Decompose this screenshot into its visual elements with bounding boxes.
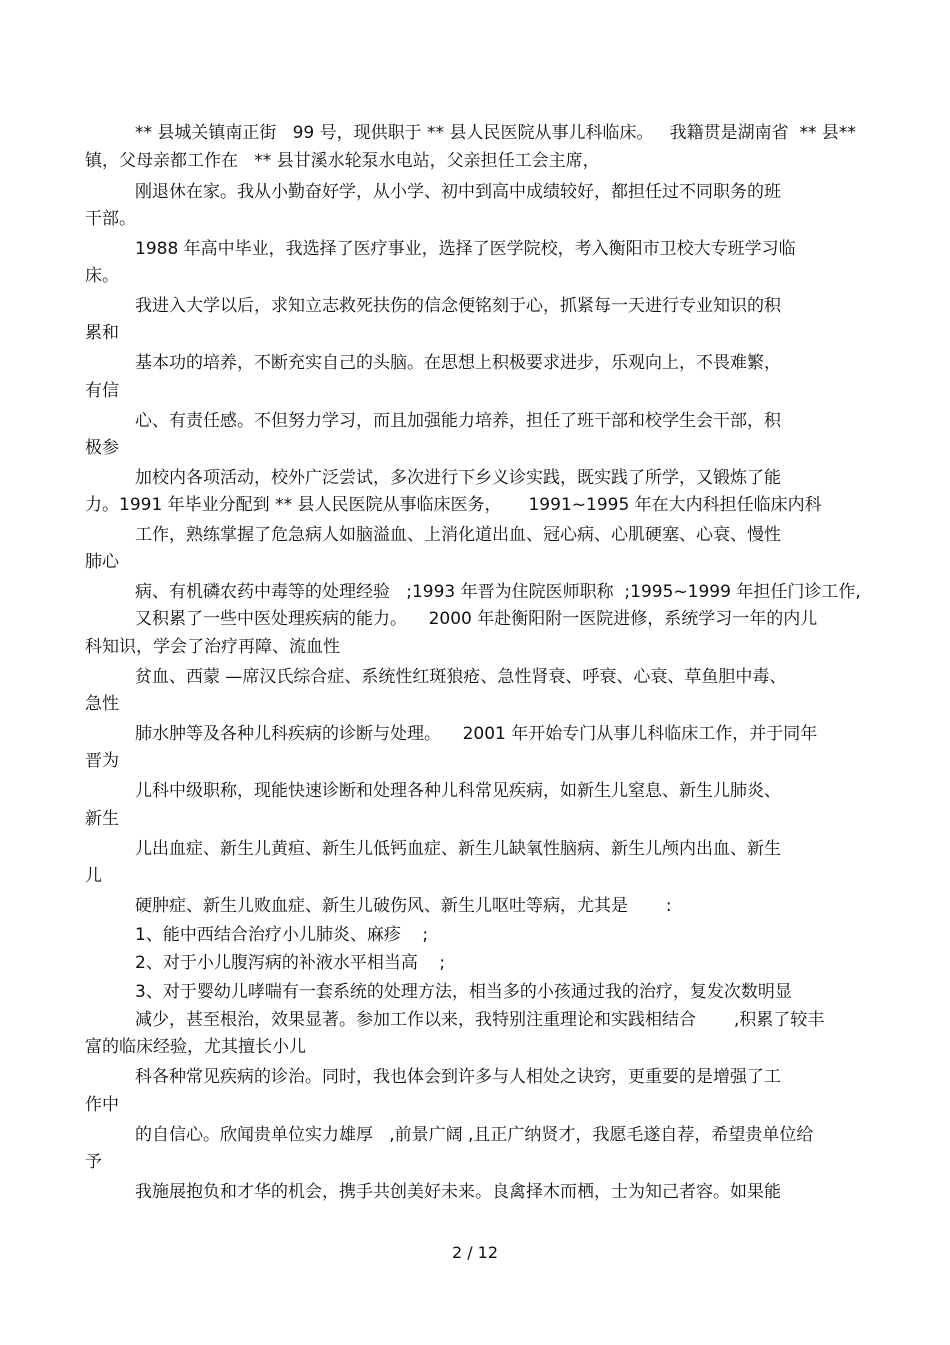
text-line: 儿	[85, 866, 102, 886]
text-line: 富的临床经验，尤其擅长小儿	[85, 1037, 306, 1057]
text-line: 有信	[85, 381, 119, 401]
text-line: 力。1991 年毕业分配到 ** 县人民医院从事临床医务， 1991~1995 年在大内科担任临床内科	[85, 495, 822, 515]
text-line: 作中	[85, 1095, 119, 1115]
text-line: 我进入大学以后，求知立志救死扶伤的信念便铭刻于心，抓紧每一天进行专业知识的积	[135, 296, 781, 316]
text-line: 的自信心。欣闻贵单位实力雄厚 ,前景广阔 ,且正广纳贤才，我愿毛遂自荐，希望贵单位给	[135, 1125, 814, 1145]
text-line: 晋为	[85, 751, 119, 771]
page-number: 2 / 12	[451, 1243, 499, 1262]
text-line: 又积累了一些中医处理疾病的能力。 2000 年赴衡阳附一医院进修，系统学习一年的内儿	[135, 609, 818, 629]
text-line: 1988 年高中毕业，我选择了医疗事业，选择了医学院校，考入衡阳市卫校大专班学习临	[135, 239, 796, 259]
text-line: 基本功的培养，不断充实自己的头脑。在思想上积极要求进步，乐观向上，不畏难繁，	[135, 353, 781, 373]
text-line: 硬肿症、新生儿败血症、新生儿破伤风、新生儿呕吐等病，尤其是 :	[135, 896, 672, 916]
text-line: 病、有机磷农药中毒等的处理经验 ;1993 年晋为住院医师职称 ;1995~1999 年担任门诊工作,	[135, 582, 861, 602]
list-item: 2、对于小儿腹泻病的补液水平相当高 ;	[135, 953, 446, 973]
list-item: 1、能中西结合治疗小儿肺炎、麻疹 ;	[135, 925, 429, 945]
text-line: 我施展抱负和才华的机会，携手共创美好未来。良禽择木而栖，士为知己者容。如果能	[135, 1182, 781, 1202]
list-item: 3、对于婴幼儿哮喘有一套系统的处理方法，相当多的小孩通过我的治疗，复发次数明显	[135, 982, 792, 1002]
text-line: 累和	[85, 323, 119, 343]
text-line: 干部。	[85, 209, 136, 229]
text-line: ** 县城关镇南正街 99 号，现供职于 ** 县人民医院从事儿科临床。 我籍贯是湖南省 ** 县**	[135, 123, 856, 143]
text-line: 肺水肿等及各种儿科疾病的诊断与处理。 2001 年开始专门从事儿科临床工作，并于同年	[135, 724, 818, 744]
text-line: 肺心	[85, 552, 119, 572]
text-line: 科知识，学会了治疗再障、流血性	[85, 637, 340, 657]
text-line: 镇，父母亲都工作在 ** 县甘溪水轮泵水电站，父亲担任工会主席，	[85, 151, 600, 171]
text-line: 急性	[85, 694, 119, 714]
text-line: 科各种常见疾病的诊治。同时，我也体会到许多与人相处之诀窍，更重要的是增强了工	[135, 1067, 781, 1087]
text-line: 减少，甚至根治，效果显著。参加工作以来，我特别注重理论和实践相结合 ,积累了较丰	[135, 1010, 825, 1030]
text-line: 床。	[85, 266, 119, 286]
text-line: 工作，熟练掌握了危急病人如脑溢血、上消化道出血、冠心病、心肌硬塞、心衰、慢性	[135, 525, 781, 545]
text-line: 儿科中级职称，现能快速诊断和处理各种儿科常见疾病，如新生儿窒息、新生儿肺炎、	[135, 781, 781, 801]
text-line: 新生	[85, 809, 119, 829]
text-line: 刚退休在家。我从小勤奋好学，从小学、初中到高中成绩较好，都担任过不同职务的班	[135, 182, 781, 202]
text-line: 予	[85, 1152, 102, 1172]
text-line: 极参	[85, 438, 119, 458]
text-line: 心、有责任感。不但努力学习，而且加强能力培养，担任了班干部和校学生会干部，积	[135, 411, 781, 431]
text-line: 贫血、西蒙 —席汉氏综合症、系统性红斑狼疮、急性肾衰、呼衰、心衰、草鱼胆中毒、	[135, 667, 787, 687]
text-line: 儿出血症、新生儿黄疸、新生儿低钙血症、新生儿缺氧性脑病、新生儿颅内出血、新生	[135, 839, 781, 859]
text-line: 加校内各项活动，校外广泛尝试，多次进行下乡义诊实践，既实践了所学，又锻炼了能	[135, 468, 781, 488]
